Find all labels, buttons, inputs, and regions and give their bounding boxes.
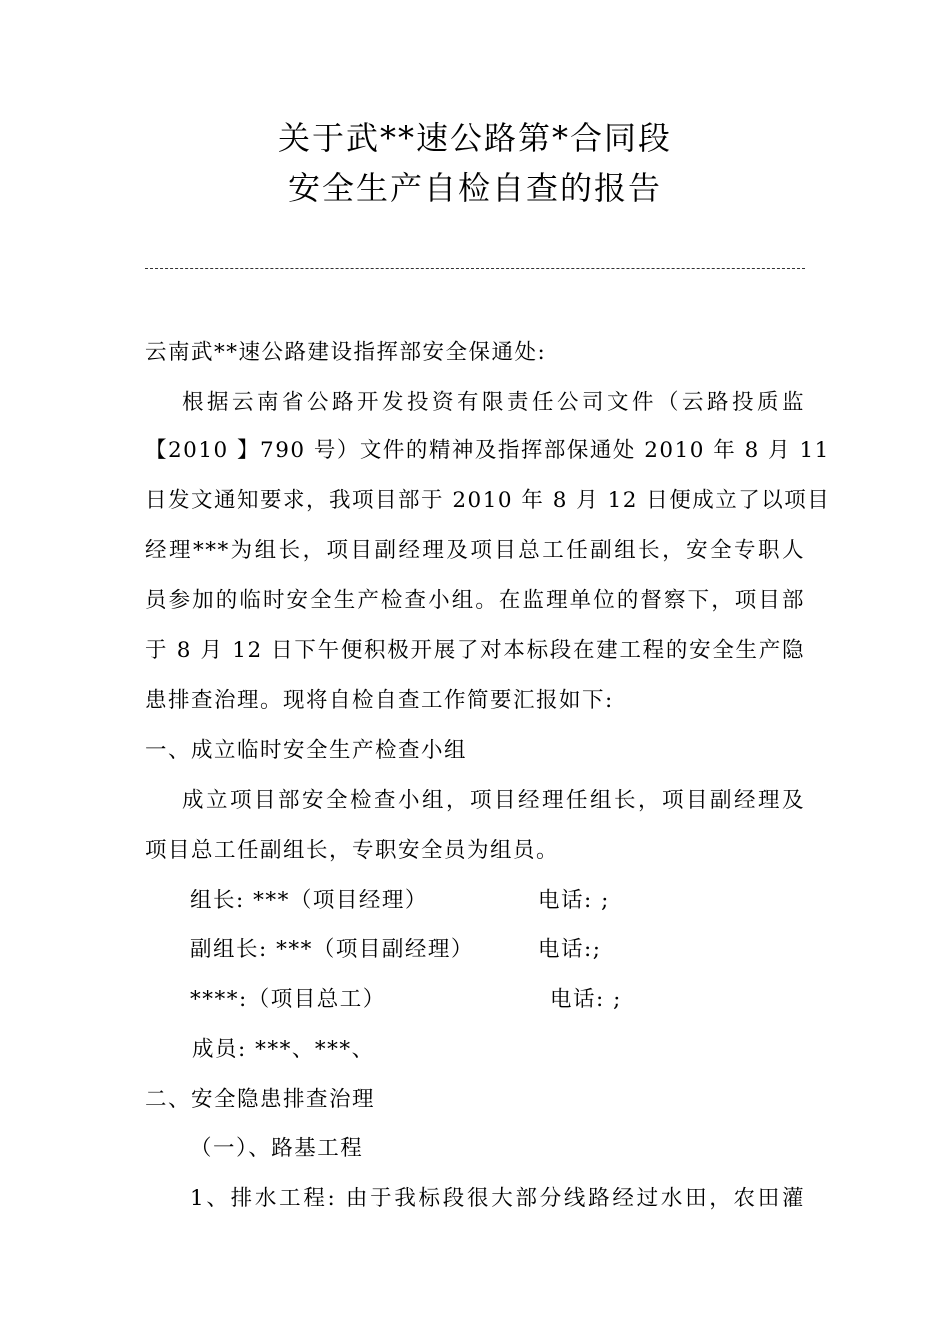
addressee: 云南武**速公路建设指挥部安全保通处: <box>145 340 547 365</box>
dashed-divider <box>145 268 805 269</box>
title-line-1: 关于武**速公路第*合同段 <box>277 119 672 157</box>
para2-line-1: 成立项目部安全检查小组，项目经理任组长，项目副经理及 <box>182 788 805 813</box>
member-role: 副组长: ***（项目副经理） <box>190 937 474 962</box>
title-line-2: 安全生产自检自查的报告 <box>287 169 662 207</box>
para1-line-7: 患排查治理。现将自检自查工作简要汇报如下: <box>145 688 614 713</box>
para1-line-1: 根据云南省公路开发投资有限责任公司文件（云路投质监 <box>182 390 805 415</box>
section-2-heading: 二、安全隐患排查治理 <box>145 1087 376 1112</box>
para1-line-3: 日发文通知要求，我项目部于 2010 年 8 月 12 日便成立了以项目 <box>145 488 831 513</box>
member-role: 成员: ***、***、 <box>192 1037 375 1062</box>
para1-line-5: 员参加的临时安全生产检查小组。在监理单位的督察下，项目部 <box>145 588 805 613</box>
member-phone: 电话:; <box>538 937 602 962</box>
section-1-heading: 一、成立临时安全生产检查小组 <box>145 738 468 763</box>
item-1-text: 1、排水工程: 由于我标段很大部分线路经过水田，农田灌 <box>190 1186 805 1211</box>
para1-line-6: 于 8 月 12 日下午便积极开展了对本标段在建工程的安全生产隐 <box>145 638 805 663</box>
para2-line-2: 项目总工任副组长，专职安全员为组员。 <box>145 838 560 863</box>
member-role: ****:（项目总工） <box>190 987 386 1012</box>
member-phone: 电话: ; <box>538 888 610 913</box>
para1-line-2: 【2010 】790 号）文件的精神及指挥部保通处 2010 年 8 月 11 <box>145 438 830 463</box>
para1-line-4: 经理***为组长，项目副经理及项目总工任副组长，安全专职人 <box>145 538 805 563</box>
member-phone: 电话: ; <box>550 987 622 1012</box>
member-role: 组长: ***（项目经理） <box>190 888 428 913</box>
subsection-heading: （一）、路基工程 <box>190 1136 364 1161</box>
